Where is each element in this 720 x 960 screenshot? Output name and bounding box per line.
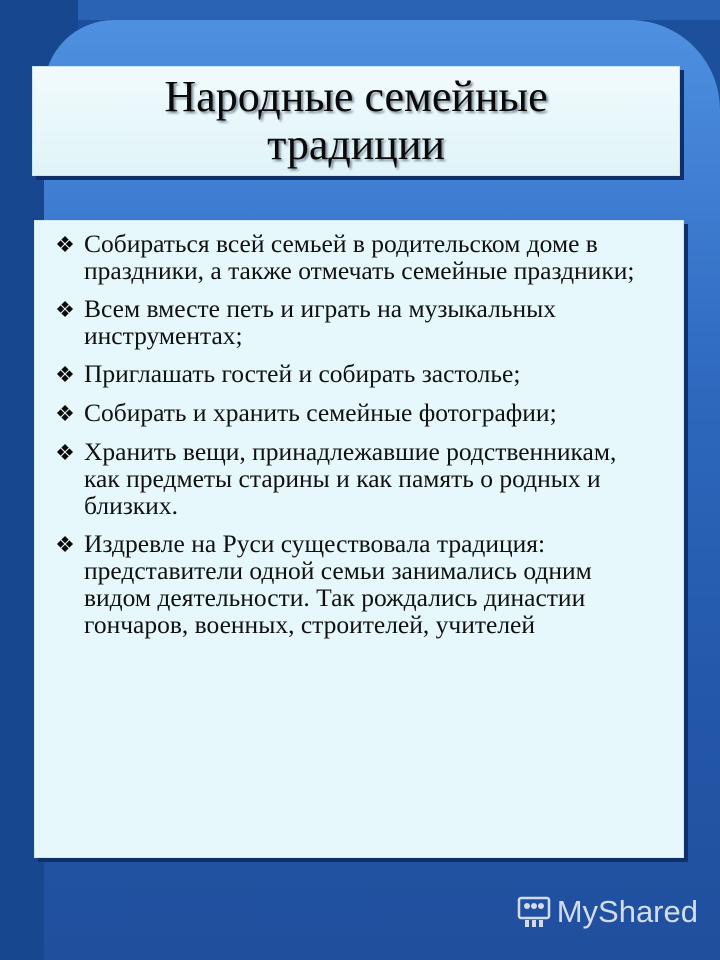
diamond-fleur-icon: ❖ [55, 362, 75, 387]
diamond-fleur-icon: ❖ [55, 297, 75, 322]
list-item [46, 230, 656, 284]
list-item-text: Издревле на Руси существовала традиция: представители одной семьи занимались одним видом деятельности. Так рождались династии гончаров, военных, строителей, учителей [84, 529, 592, 639]
list-item [46, 438, 656, 519]
watermark-logo [517, 894, 698, 930]
list-item-text: Собирать и хранить семейные фотографии; [84, 398, 557, 427]
list-item [46, 530, 656, 638]
list-item-text: Хранить вещи, принадлежавшие родственникам, как предметы старины и как память о родных и близких. [84, 437, 617, 520]
diamond-fleur-icon: ❖ [55, 532, 75, 557]
watermark-text: MyShared [556, 894, 698, 929]
classroom-icon [517, 896, 551, 928]
list-item [46, 360, 656, 388]
list-item-text: Приглашать гостей и собирать застолье; [84, 359, 521, 388]
list-item [46, 295, 656, 349]
list-item-text: Всем вместе петь и играть на музыкальных инструментах; [84, 294, 556, 350]
diamond-fleur-icon: ❖ [55, 401, 75, 426]
tradition-list [34, 220, 684, 638]
background-top-band [78, 0, 720, 20]
list-item-text: Собираться всей семьей в родительском доме в праздники, а также отмечать семейные праздники; [84, 229, 635, 285]
diamond-fleur-icon: ❖ [55, 232, 75, 257]
title-panel [32, 66, 680, 176]
list-item [46, 399, 656, 427]
slide-title: Народные семейные традиции [164, 72, 548, 169]
content-panel [34, 220, 684, 858]
diamond-fleur-icon: ❖ [55, 440, 75, 465]
